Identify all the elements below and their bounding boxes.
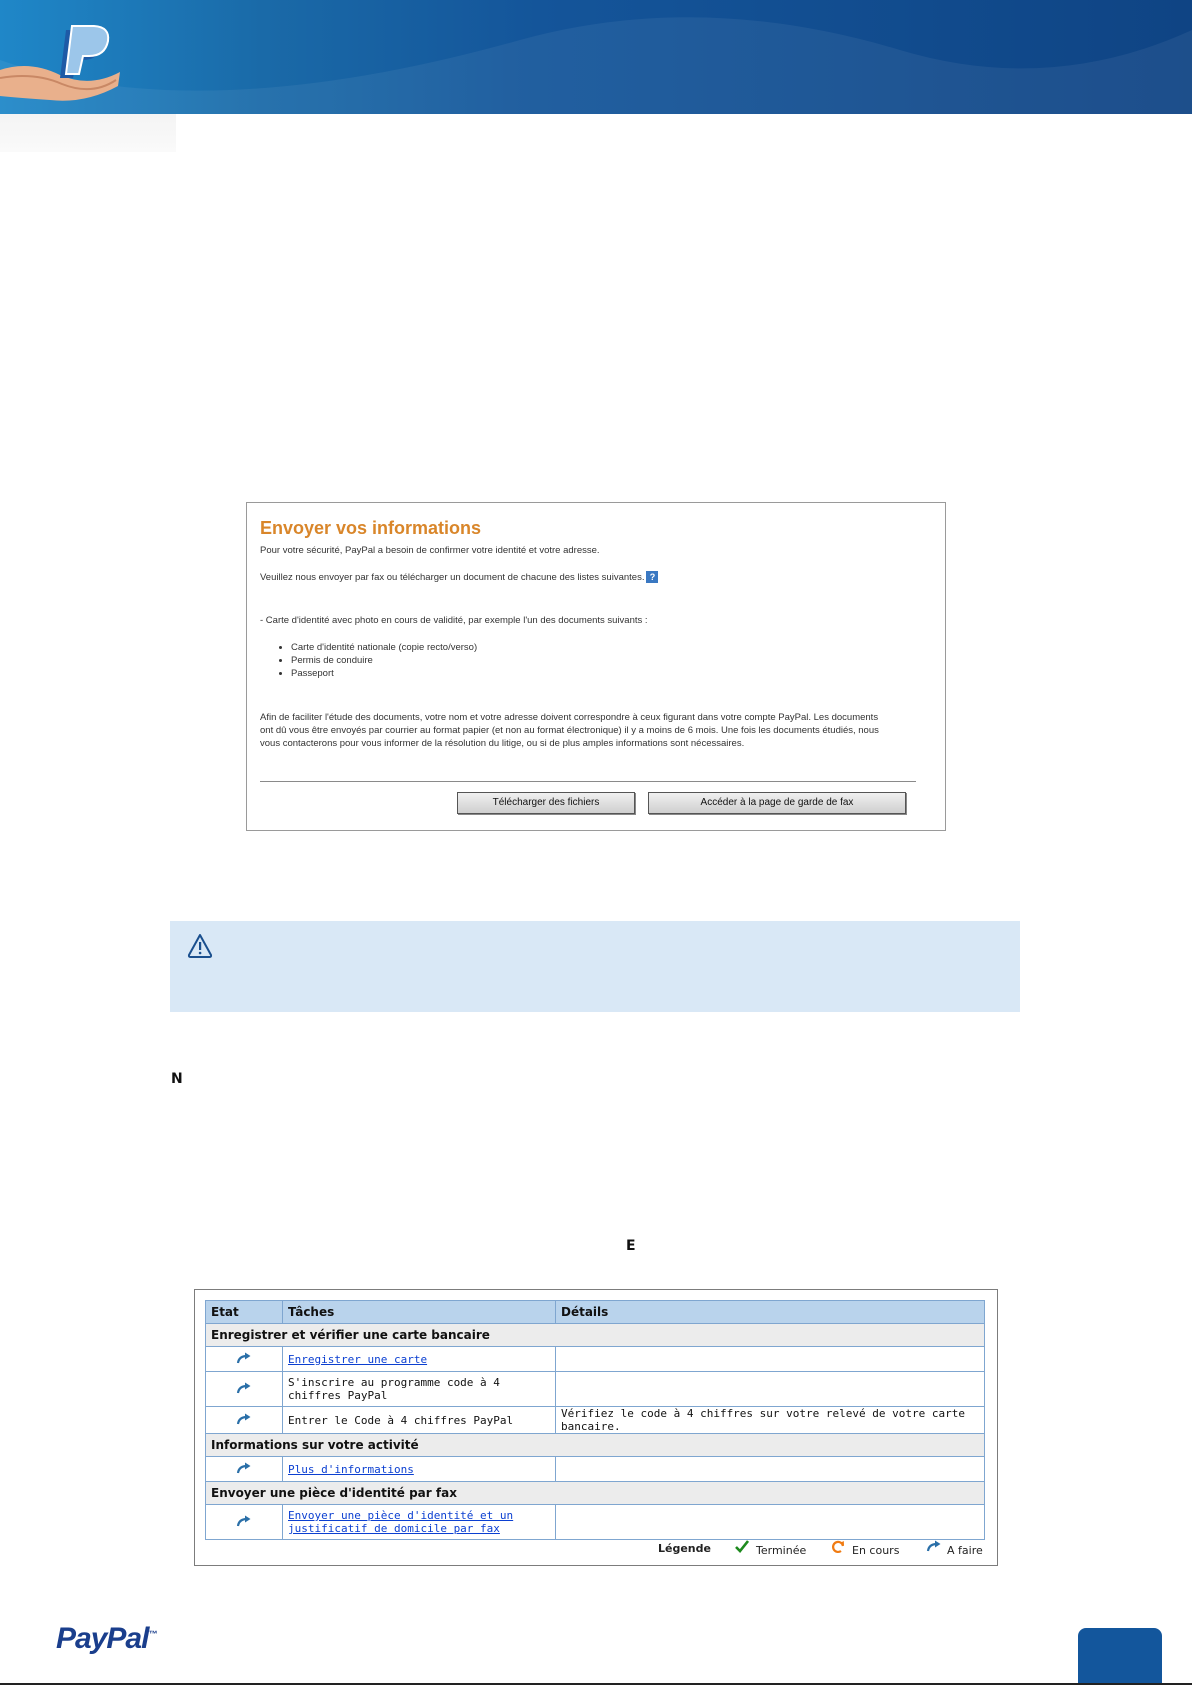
details-cell (556, 1505, 985, 1540)
divider (260, 781, 916, 782)
list-item: • Passeport (291, 667, 477, 680)
todo-arrow-icon (206, 1347, 283, 1372)
tasks-table-screenshot (194, 1289, 998, 1566)
tasks-table (205, 1300, 985, 1540)
form-intro: Pour votre sécurité, PayPal a besoin de confirmer votre identité et votre adresse. (260, 545, 600, 556)
text-fragment-n: N (171, 1071, 183, 1087)
details-cell (556, 1347, 985, 1372)
help-icon[interactable]: ? (646, 571, 658, 583)
trademark-mark: ™ (148, 1629, 157, 1639)
todo-arrow-icon (206, 1372, 283, 1407)
text-fragment-e: E (626, 1238, 636, 1254)
column-header-taches: Tâches (283, 1301, 556, 1324)
form-paragraph: Afin de faciliter l'étude des documents, votre nom et votre adresse doivent correspondre à ceux figurant dans votre compte PayPal. Les documents ont dû vous être envoyés par courrier au format papier (et non au format électronique) il y a moins de 6 mois. Une fois les documents étudiés, nous vous contacterons pour vous informer de la résolution du litige, ou si de plus amples informations sont nécessaires. (260, 712, 879, 749)
legend-done: Terminée (756, 1544, 807, 1557)
column-header-details: Détails (556, 1301, 985, 1324)
form-id-requirement: - Carte d'identité avec photo en cours de validité, par exemple l'un des documents suivants : (260, 615, 648, 626)
section-header-card: Enregistrer et vérifier une carte bancaire (206, 1324, 985, 1347)
form-title: Envoyer vos informations (260, 518, 482, 538)
notice-box (170, 921, 1020, 1012)
header-wave-decoration (0, 0, 1192, 114)
table-row (206, 1372, 985, 1407)
more-information-link[interactable]: Plus d'informations (288, 1462, 414, 1476)
details-cell: Vérifiez le code à 4 chiffres sur votre relevé de votre carte bancaire. (556, 1407, 985, 1434)
legend-label: Légende (658, 1542, 711, 1555)
todo-arrow-icon (206, 1407, 283, 1434)
list-item: • Carte d'identité nationale (copie recto/verso) (291, 641, 477, 654)
details-cell (556, 1372, 985, 1407)
todo-arrow-icon (926, 1540, 942, 1552)
document-list (277, 641, 477, 680)
paypal-footer-logo (56, 1622, 156, 1656)
legend-in-progress: En cours (852, 1544, 900, 1557)
table-row (206, 1457, 985, 1482)
checkmark-icon (735, 1540, 749, 1553)
send-id-by-fax-link[interactable]: Envoyer une pièce d'identité et un justificatif de domicile par fax (288, 1509, 514, 1535)
task-cell: Entrer le Code à 4 chiffres PayPal (283, 1407, 556, 1434)
legend-todo: A faire (947, 1544, 983, 1557)
upload-form-screenshot (246, 502, 946, 831)
refresh-icon (831, 1540, 845, 1554)
register-card-link[interactable]: Enregistrer une carte (288, 1352, 428, 1366)
warning-icon (187, 933, 213, 959)
fax-cover-page-button[interactable]: Accéder à la page de garde de fax (648, 792, 906, 814)
form-instruction (260, 571, 658, 584)
table-row (206, 1505, 985, 1540)
section-header-fax: Envoyer une pièce d'identité par fax (206, 1482, 985, 1505)
upload-files-button[interactable]: Télécharger des fichiers (457, 792, 635, 814)
task-cell: S'inscrire au programme code à 4 chiffres PayPal (283, 1372, 556, 1407)
form-instruction-text: Veuillez nous envoyer par fax ou télécharger un document de chacune des listes suivantes. (260, 572, 645, 583)
page-number-tab (1078, 1628, 1162, 1685)
todo-arrow-icon (206, 1457, 283, 1482)
details-cell (556, 1457, 985, 1482)
column-header-etat: Etat (206, 1301, 283, 1324)
logo-text: PayPal (56, 1622, 149, 1655)
todo-arrow-icon (206, 1505, 283, 1540)
table-row (206, 1347, 985, 1372)
paypal-hand-logo-icon (0, 0, 130, 114)
section-header-activity: Informations sur votre activité (206, 1434, 985, 1457)
header-tab-shadow (0, 114, 176, 152)
table-row (206, 1407, 985, 1434)
header-banner (0, 0, 1192, 114)
list-item: • Permis de conduire (291, 654, 477, 667)
